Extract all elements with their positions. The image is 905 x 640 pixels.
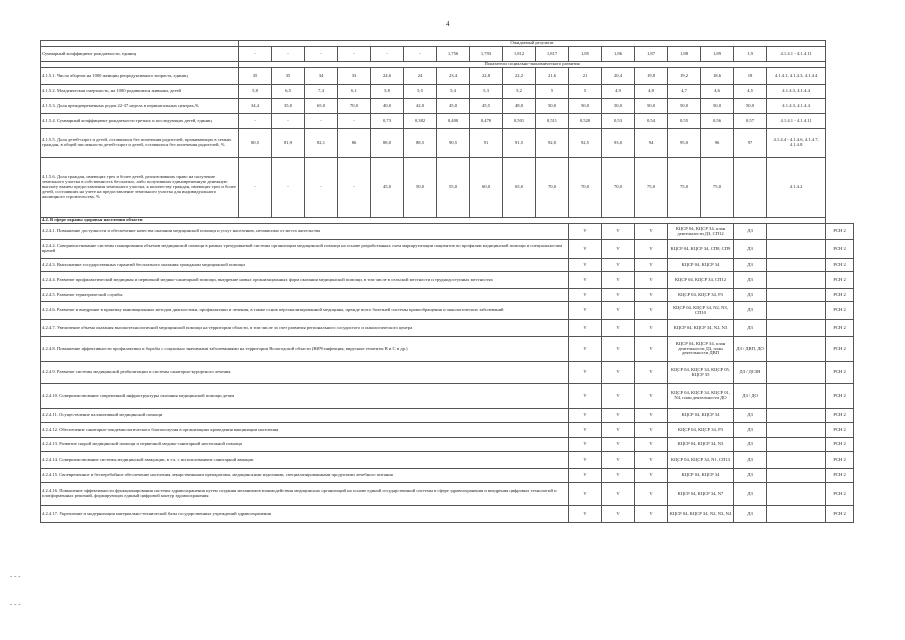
value-cell: -	[272, 47, 305, 62]
check-cell: V	[635, 423, 668, 438]
check-cell: V	[569, 320, 602, 337]
value-cell: 42,0	[404, 99, 437, 114]
value-cell: 6,1	[338, 85, 371, 99]
expected-result-header: Ожидаемый результат	[239, 41, 826, 47]
value-cell: 0,511	[536, 114, 569, 129]
value-cell: 50,0	[701, 99, 734, 114]
value-cell: 4.1.4.4 - 4.1.4.6, 4.1.4.7, 4.1.4.8	[767, 129, 826, 158]
blank-cell	[767, 469, 826, 483]
measure-label: 4.2.4.6. Развитие и внедрение в практику инновационных методов диагностики, профилактики и лечения, в также основ персонализированной медицины, прежде всего болезней системы кровообращения и онкологических заболеваний	[41, 302, 569, 320]
row-label: Суммарный коэффициент рождаемости, единиц	[41, 47, 239, 62]
value-cell: 82,1	[305, 129, 338, 158]
check-cell: V	[635, 224, 668, 240]
blank-cell	[767, 259, 826, 272]
blank-cell	[767, 506, 826, 523]
funding-source: КЦСР 04, КЦСР 34	[668, 409, 734, 423]
measure-row	[41, 289, 854, 302]
value-cell: 81,9	[272, 129, 305, 158]
document-ref: РСН 2	[826, 483, 854, 506]
value-cell: 18	[734, 68, 767, 85]
value-cell: 7,4	[305, 85, 338, 99]
measure-row	[41, 259, 854, 272]
value-cell: 92,5	[569, 129, 602, 158]
responsible: ДЗ	[734, 320, 767, 337]
measure-label: 4.2.4.10. Совершенствование современной инфраструктуры оказания медицинской помощи детям	[41, 384, 569, 409]
blank-cell	[767, 289, 826, 302]
blank-cell	[767, 337, 826, 362]
check-cell: V	[569, 302, 602, 320]
check-cell: V	[602, 469, 635, 483]
funding-source: КЦСР 04, КЦСР 34, N3	[668, 438, 734, 452]
measure-label: 4.2.4.7. Увеличение объема оказания высокотехнологичной медицинской помощи на территории области, в том числе за счет развития регионального сосудистого и онкологического центра	[41, 320, 569, 337]
check-cell: V	[602, 289, 635, 302]
funding-source: КЦСР 04, КЦСР 34, Р3	[668, 289, 734, 302]
check-cell: V	[569, 259, 602, 272]
value-cell: 22,8	[470, 68, 503, 85]
value-cell: 6,5	[272, 85, 305, 99]
check-cell: V	[569, 452, 602, 469]
document-ref: РСН 2	[826, 272, 854, 289]
value-cell: 45,0	[371, 158, 404, 218]
measure-row	[41, 272, 854, 289]
value-cell: 19,8	[635, 68, 668, 85]
measure-row	[41, 483, 854, 506]
measure-label: 4.2.4.14. Совершенствование системы медицинской эвакуации, в т.ч. с использованием санитарной авиации	[41, 452, 569, 469]
blank-cell	[767, 452, 826, 469]
check-cell: V	[635, 272, 668, 289]
value-cell: 88,5	[404, 129, 437, 158]
document-ref: РСН 2	[826, 240, 854, 259]
side-mark: - - -	[10, 600, 21, 608]
check-cell: V	[602, 384, 635, 409]
indicator-row	[41, 68, 854, 85]
value-cell: 55,0	[437, 158, 470, 218]
measure-row	[41, 384, 854, 409]
check-cell: V	[635, 337, 668, 362]
value-cell: 5,4	[437, 85, 470, 99]
indicator-row	[41, 129, 854, 158]
responsible: ДЗ	[734, 452, 767, 469]
value-cell: 0,57	[734, 114, 767, 129]
value-cell: 45,0	[437, 99, 470, 114]
responsible: ДЗ	[734, 302, 767, 320]
plan-table	[40, 40, 854, 523]
value-cell: 1,812	[503, 47, 536, 62]
responsible: ДЗ	[734, 423, 767, 438]
value-cell: 50,0	[569, 99, 602, 114]
check-cell: V	[635, 452, 668, 469]
value-cell: 70,0	[338, 99, 371, 114]
measure-label: 4.2.4.3. Выполнение государственных гарантий бесплатного оказания гражданам медицинской помощи	[41, 259, 569, 272]
check-cell: V	[602, 320, 635, 337]
funding-source: КЦСР 04, КЦСР 34, СП8, СП9	[668, 240, 734, 259]
value-cell: 5	[536, 85, 569, 99]
value-cell: -	[239, 114, 272, 129]
check-cell: V	[569, 224, 602, 240]
value-cell: 23,4	[437, 68, 470, 85]
funding-source: КЦСР 04, КЦСР 34, N2, N3	[668, 320, 734, 337]
value-cell: 92,0	[536, 129, 569, 158]
value-cell: 0,382	[404, 114, 437, 129]
value-cell: 33	[338, 68, 371, 85]
value-cell: 5,8	[371, 85, 404, 99]
value-cell: 0,53	[602, 114, 635, 129]
responsible: ДЗ	[734, 506, 767, 523]
measure-label: 4.2.4.15. Своевременное и бесперебойное обеспечение населения лекарственными препаратами, медицинскими изделиями, специализированными продуктами лечебного питания	[41, 469, 569, 483]
funding-source: КЦСР 04, КЦСР 34, N2, N3, N4	[668, 506, 734, 523]
responsible: ДЗ	[734, 409, 767, 423]
value-cell	[734, 158, 767, 218]
document-ref: РСН 2	[826, 438, 854, 452]
value-cell: 1,85	[569, 47, 602, 62]
funding-source: КЦСР 04, КЦСР 34, КЦСР 01, N4, план деятельности ДО	[668, 384, 734, 409]
value-cell: 24	[404, 68, 437, 85]
blank-cell	[767, 423, 826, 438]
check-cell: V	[635, 302, 668, 320]
value-cell: 91	[470, 129, 503, 158]
responsible: ДЗ	[734, 259, 767, 272]
row-label: 4.1.5.2. Младенческая смертность, на 1000 родившихся живыми, детей	[41, 85, 239, 99]
document-ref: РСН 2	[826, 302, 854, 320]
document-ref: РСН 2	[826, 337, 854, 362]
value-cell: 50,0	[404, 158, 437, 218]
value-cell: 34	[305, 68, 338, 85]
check-cell: V	[569, 409, 602, 423]
value-cell: 45,5	[470, 99, 503, 114]
measure-row	[41, 320, 854, 337]
check-cell: V	[602, 337, 635, 362]
value-cell: 60,0	[470, 158, 503, 218]
value-cell: 70,0	[536, 158, 569, 218]
blank-cell	[767, 438, 826, 452]
check-cell: V	[569, 506, 602, 523]
funding-source: КЦСР 04, КЦСР 34, Р3	[668, 423, 734, 438]
check-cell: V	[635, 438, 668, 452]
value-cell: 1,88	[668, 47, 701, 62]
value-cell: 1,87	[635, 47, 668, 62]
value-cell: -	[305, 158, 338, 218]
measure-row	[41, 240, 854, 259]
value-cell: 50,0	[536, 99, 569, 114]
value-cell: 1,89	[701, 47, 734, 62]
value-cell: 4.1.4.1 - 4.1.4.11	[767, 114, 826, 129]
value-cell: 0,73	[371, 114, 404, 129]
funding-source: КЦСР 04, КЦСР 34, план деятельности ДЗ, СП12	[668, 224, 734, 240]
value-cell: 97	[734, 129, 767, 158]
blank-cell	[767, 362, 826, 384]
value-cell: 0,54	[635, 114, 668, 129]
check-cell: V	[569, 289, 602, 302]
value-cell: 65,0	[305, 99, 338, 114]
check-cell: V	[569, 483, 602, 506]
row-label: 4.1.5.4. Суммарный коэффициент рождаемости третьих и последующих детей, единиц	[41, 114, 239, 129]
value-cell: -	[239, 158, 272, 218]
value-cell: 1,9	[734, 47, 767, 62]
document-ref: РСН 2	[826, 384, 854, 409]
measure-row	[41, 506, 854, 523]
check-cell: V	[602, 272, 635, 289]
check-cell: V	[569, 362, 602, 384]
measure-label: 4.2.4.4. Развитие профилактической медицины и первичной медико-санитарной помощи, внедрение новых организационных форм оказания медицинской помощи, в том числе в сельской местности и труднодоступных местностях	[41, 272, 569, 289]
value-cell: 40,0	[371, 99, 404, 114]
check-cell: V	[569, 423, 602, 438]
indicator-row	[41, 158, 854, 218]
check-cell: V	[602, 259, 635, 272]
value-cell: -	[371, 47, 404, 62]
blank-cell	[767, 384, 826, 409]
measure-label: 4.2.4.13. Развитие скорой медицинской помощи и первичной медико-санитарной неотложной помощи	[41, 438, 569, 452]
value-cell: 21,6	[536, 68, 569, 85]
value-cell: 22,2	[503, 68, 536, 85]
check-cell: V	[635, 506, 668, 523]
value-cell: 94	[635, 129, 668, 158]
value-cell: 5,3	[470, 85, 503, 99]
value-cell: 0,520	[569, 114, 602, 129]
value-cell: 50,0	[602, 99, 635, 114]
value-cell: 20,4	[602, 68, 635, 85]
measure-label: 4.2.4.2. Совершенствование системы планирования объемов медицинской помощи в рамках трехуровневой системы организации медицинской помощи на основе разработанных схем маршрутизации пациентов по профилям медицинской помощи и специальностям врачей	[41, 240, 569, 259]
document-ref: РСН 2	[826, 506, 854, 523]
value-cell: 4,6	[701, 85, 734, 99]
value-cell: -	[305, 114, 338, 129]
row-label: 4.1.5.3. Доля преждевременных родов 22-37 недель в перинатальных центрах,%	[41, 99, 239, 114]
indicator-row	[41, 114, 854, 129]
check-cell: V	[569, 469, 602, 483]
measure-row	[41, 302, 854, 320]
value-cell: 5,5	[404, 85, 437, 99]
value-cell: 96	[701, 129, 734, 158]
check-cell: V	[635, 409, 668, 423]
value-cell: 34,4	[239, 99, 272, 114]
check-cell: V	[602, 409, 635, 423]
value-cell: -	[305, 47, 338, 62]
value-cell: 19,2	[668, 68, 701, 85]
value-cell: -	[239, 47, 272, 62]
value-cell: 50,0	[734, 99, 767, 114]
value-cell: -	[272, 158, 305, 218]
responsible: ДЗ	[734, 240, 767, 259]
row-label: 4.1.5.6. Доля граждан, имеющих трех и более детей, реализовавших право на получение земельного участка в собственность бесплатно, либо получивших единовременную денежную выплату взамен предоставления земельного участка, к количеству граждан, имеющих трех и более детей, состоявших на учете на предоставление земельного участка для индивидуального жилищного строительства, %	[41, 158, 239, 218]
funding-source: КЦСР 04, КЦСР 34, КЦСР 05, КЦСР 35	[668, 362, 734, 384]
value-cell: 90,5	[437, 129, 470, 158]
document-ref: РСН 2	[826, 289, 854, 302]
value-cell: 4,5	[734, 85, 767, 99]
value-cell: 80,5	[239, 129, 272, 158]
indicator-row	[41, 99, 854, 114]
responsible: ДЗ	[734, 483, 767, 506]
document-ref: РСН 2	[826, 224, 854, 240]
measure-row	[41, 423, 854, 438]
row-label: 4.1.5.1. Число абортов на 1000 женщин репродуктивного возраста, единиц	[41, 68, 239, 85]
value-cell: 75,0	[701, 158, 734, 218]
check-cell: V	[569, 240, 602, 259]
check-cell: V	[635, 362, 668, 384]
section-header: 4.2. В сфере охраны здоровья населения области	[41, 218, 826, 224]
blank-cell	[767, 320, 826, 337]
check-cell: V	[635, 483, 668, 506]
measure-row	[41, 469, 854, 483]
blank-cell	[767, 224, 826, 240]
funding-source: КЦСР 04, КЦСР 34, N7	[668, 483, 734, 506]
value-cell: -	[338, 114, 371, 129]
value-cell: 4,9	[602, 85, 635, 99]
value-cell: -	[338, 47, 371, 62]
measure-label: 4.2.4.12. Обеспечение санитарно-эпидемиологического благополучия в организациях кроведения вакцинации населения	[41, 423, 569, 438]
blank-cell	[767, 483, 826, 506]
funding-source: КЦСР 04, КЦСР 34, СП12	[668, 272, 734, 289]
measure-row	[41, 337, 854, 362]
value-cell: 4.1.4.3, 4.1.4.4	[767, 99, 826, 114]
measure-row	[41, 409, 854, 423]
value-cell: 1,793	[470, 47, 503, 62]
value-cell: 50,0	[668, 99, 701, 114]
value-cell: 4.1.4.1, 4.1.4.3, 4.1.4.4	[767, 68, 826, 85]
check-cell: V	[569, 272, 602, 289]
responsible: ДЗ / ДСЗН	[734, 362, 767, 384]
funding-source: КЦСР 04, КЦСР 34, N2, N3, СП10	[668, 302, 734, 320]
check-cell: V	[635, 469, 668, 483]
measure-row	[41, 438, 854, 452]
side-mark: - - -	[10, 572, 21, 580]
check-cell: V	[602, 240, 635, 259]
value-cell: 5	[569, 85, 602, 99]
page-number: 4	[446, 20, 450, 28]
value-cell: 70,0	[569, 158, 602, 218]
check-cell: V	[602, 452, 635, 469]
responsible: ДЗ / ДВП, ДО	[734, 337, 767, 362]
check-cell: V	[602, 483, 635, 506]
value-cell: 86	[338, 129, 371, 158]
value-cell: 50,0	[635, 99, 668, 114]
measure-label: 4.2.4.11. Осуществление паллиативной медицинской помощи	[41, 409, 569, 423]
measure-label: 4.2.4.8. Повышение эффективности профилактики и борьбы с социально значимыми заболеваниями на территории Вологодской области (ВИЧ-инфекция, вирусные гепатиты В и С и др.)	[41, 337, 569, 362]
check-cell: V	[602, 302, 635, 320]
value-cell: 48,0	[503, 99, 536, 114]
value-cell: 4.1.4.3, 4.1.4.4	[767, 85, 826, 99]
check-cell: V	[602, 224, 635, 240]
document-ref: РСН 2	[826, 409, 854, 423]
measure-row	[41, 452, 854, 469]
responsible: ДЗ	[734, 272, 767, 289]
funding-source: КЦСР 04, КЦСР 34	[668, 469, 734, 483]
value-cell: -	[338, 158, 371, 218]
indicator-row	[41, 85, 854, 99]
value-cell: 95,0	[668, 129, 701, 158]
check-cell: V	[569, 438, 602, 452]
value-cell: 21	[569, 68, 602, 85]
funding-source: КЦСР 04, КЦСР 34, план деятельности ДЗ, план деятельности ДВП	[668, 337, 734, 362]
measure-row	[41, 362, 854, 384]
value-cell: 0,55	[668, 114, 701, 129]
funding-source: КЦСР 04, КЦСР 34	[668, 259, 734, 272]
check-cell: V	[635, 289, 668, 302]
blank-cell	[767, 409, 826, 423]
check-cell: V	[602, 423, 635, 438]
responsible: ДЗ	[734, 469, 767, 483]
check-cell: V	[569, 384, 602, 409]
check-cell: V	[635, 320, 668, 337]
document-ref: РСН 2	[826, 452, 854, 469]
measure-label: 4.2.4.16. Повышение эффективности функционирования системы здравоохранения путем создания механизмов взаимодействия медицинских организаций на основе единой государственной системы в сфере здравоохранения и внедрения цифровых технологий и платформенных решений, формирующих единый цифровой контур здравоохранения	[41, 483, 569, 506]
value-cell: 1,817	[536, 47, 569, 62]
document-ref: РСН 2	[826, 469, 854, 483]
value-cell: -	[404, 47, 437, 62]
value-cell: 0,470	[470, 114, 503, 129]
value-cell: 0,56	[701, 114, 734, 129]
blank-cell	[767, 302, 826, 320]
check-cell: V	[569, 337, 602, 362]
value-cell: 5,2	[503, 85, 536, 99]
responsible: ДЗ	[734, 224, 767, 240]
responsible: ДЗ	[734, 289, 767, 302]
check-cell: V	[635, 259, 668, 272]
responsible: ДЗ	[734, 438, 767, 452]
measure-label: 4.2.4.17. Укрепление и модернизация материально-технической базы государственных учреждений здравоохранения	[41, 506, 569, 523]
value-cell: 4.1.4.1 - 4.1.4.11	[767, 47, 826, 62]
check-cell: V	[602, 438, 635, 452]
document-ref: РСН 2	[826, 259, 854, 272]
value-cell: 70,0	[602, 158, 635, 218]
value-cell: -	[272, 114, 305, 129]
value-cell: 91,5	[503, 129, 536, 158]
document-ref: РСН 2	[826, 320, 854, 337]
responsible: ДЗ / ДО	[734, 384, 767, 409]
value-cell: 35	[272, 68, 305, 85]
section-header: Показатели социально-экономического развития	[239, 62, 826, 68]
value-cell: 75,0	[668, 158, 701, 218]
measure-label: 4.2.4.5. Развитие гериатрической службы	[41, 289, 569, 302]
value-cell: 24,6	[371, 68, 404, 85]
value-cell: 1,86	[602, 47, 635, 62]
measure-label: 4.2.4.1. Повышение доступности и обеспечение качества оказания медицинской помощи и услуг населению, независимо от места жительства	[41, 224, 569, 240]
value-cell: 65,0	[503, 158, 536, 218]
value-cell: 35,0	[272, 99, 305, 114]
kpi-row	[41, 47, 854, 62]
value-cell: 75,0	[635, 158, 668, 218]
value-cell: 4.1.4.2	[767, 158, 826, 218]
value-cell: 1,756	[437, 47, 470, 62]
funding-source: КЦСР 04, КЦСР 34, N1, СП13	[668, 452, 734, 469]
measure-label: 4.2.4.9. Развитие системы медицинской реабилитации и системы санаторно-курортного лечения	[41, 362, 569, 384]
document-ref: РСН 2	[826, 423, 854, 438]
value-cell: 0,501	[503, 114, 536, 129]
document-ref: РСН 2	[826, 362, 854, 384]
row-label: 4.1.5.5. Доля детей-сирот и детей, оставшихся без попечения родителей, проживающих в семьях граждан, в общей численности детей-сирот и детей, оставшихся без попечения родителей, %	[41, 129, 239, 158]
value-cell: 18,6	[701, 68, 734, 85]
check-cell: V	[635, 240, 668, 259]
blank-cell	[767, 240, 826, 259]
value-cell: 93,0	[602, 129, 635, 158]
value-cell: 35	[239, 68, 272, 85]
check-cell: V	[635, 384, 668, 409]
value-cell: 4,8	[635, 85, 668, 99]
check-cell: V	[602, 362, 635, 384]
value-cell: 4,7	[668, 85, 701, 99]
check-cell: V	[602, 506, 635, 523]
blank-cell	[767, 272, 826, 289]
measure-row	[41, 224, 854, 240]
value-cell: 88,0	[371, 129, 404, 158]
value-cell: 0,400	[437, 114, 470, 129]
value-cell: 5,8	[239, 85, 272, 99]
